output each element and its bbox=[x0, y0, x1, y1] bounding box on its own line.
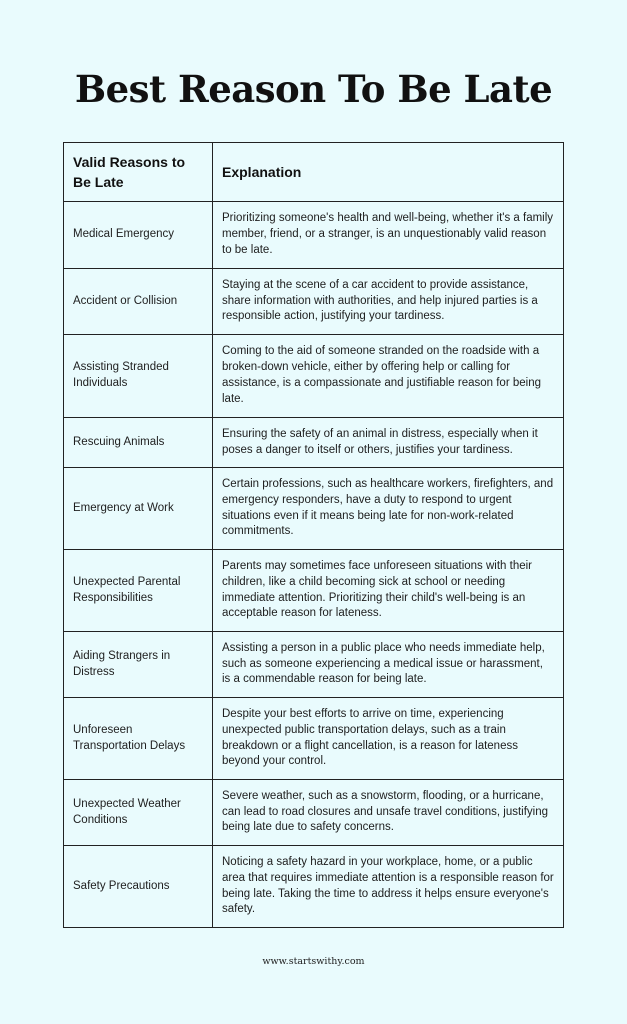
table-header-row bbox=[64, 143, 564, 202]
explanation-cell: Parents may sometimes face unforeseen situations with their children, like a child becoming sick at school or needing immediate attention. Prioritizing their child's well-being is an acceptable reason for lateness. bbox=[213, 550, 564, 632]
table-row bbox=[64, 468, 564, 550]
table-row bbox=[64, 632, 564, 698]
reason-cell: Unexpected Parental Responsibilities bbox=[64, 550, 213, 632]
reason-cell: Unforeseen Transportation Delays bbox=[64, 698, 213, 780]
table-row bbox=[64, 335, 564, 418]
explanation-cell: Staying at the scene of a car accident to provide assistance, share information with authorities, and help injured parties is a responsible action, justifying your tardiness. bbox=[213, 269, 564, 335]
table-row bbox=[64, 846, 564, 928]
explanation-cell: Despite your best efforts to arrive on time, experiencing unexpected public transportation delays, such as a train breakdown or a flight cancellation, is a reason for lateness beyond your control. bbox=[213, 698, 564, 780]
reason-cell: Rescuing Animals bbox=[64, 418, 213, 468]
header-explanation: Explanation bbox=[213, 143, 564, 202]
header-reasons: Valid Reasons to Be Late bbox=[64, 143, 213, 202]
explanation-cell: Noticing a safety hazard in your workplace, home, or a public area that requires immediate attention is a responsible reason for being late. Taking the time to address it helps ensure everyone's safety. bbox=[213, 846, 564, 928]
reasons-table bbox=[63, 142, 564, 928]
reason-cell: Safety Precautions bbox=[64, 846, 213, 928]
explanation-cell: Severe weather, such as a snowstorm, flooding, or a hurricane, can lead to road closures and unsafe travel conditions, justifying being late due to safety concerns. bbox=[213, 780, 564, 846]
table-row bbox=[64, 202, 564, 269]
explanation-cell: Coming to the aid of someone stranded on the roadside with a broken-down vehicle, either by offering help or calling for assistance, is a compassionate and justifiable reason for being late. bbox=[213, 335, 564, 418]
reason-cell: Aiding Strangers in Distress bbox=[64, 632, 213, 698]
table-row bbox=[64, 550, 564, 632]
table-row bbox=[64, 269, 564, 335]
reason-cell: Emergency at Work bbox=[64, 468, 213, 550]
reason-cell: Unexpected Weather Conditions bbox=[64, 780, 213, 846]
reason-cell: Accident or Collision bbox=[64, 269, 213, 335]
table-row bbox=[64, 780, 564, 846]
table-row bbox=[64, 698, 564, 780]
table-row bbox=[64, 418, 564, 468]
explanation-cell: Prioritizing someone's health and well-being, whether it's a family member, friend, or a stranger, is an unquestionably valid reason to be late. bbox=[213, 202, 564, 269]
explanation-cell: Assisting a person in a public place who needs immediate help, such as someone experiencing a medical issue or harassment, is a commendable reason for being late. bbox=[213, 632, 564, 698]
page-title: Best Reason To Be Late bbox=[74, 67, 553, 111]
explanation-cell: Certain professions, such as healthcare workers, firefighters, and emergency responders, have a duty to respond to urgent situations even if it means being late for non-work-related commitments. bbox=[213, 468, 564, 550]
footer-url: www.startswithy.com bbox=[262, 956, 365, 967]
reason-cell: Assisting Stranded Individuals bbox=[64, 335, 213, 418]
reason-cell: Medical Emergency bbox=[64, 202, 213, 269]
explanation-cell: Ensuring the safety of an animal in distress, especially when it poses a danger to itself or others, justifies your tardiness. bbox=[213, 418, 564, 468]
